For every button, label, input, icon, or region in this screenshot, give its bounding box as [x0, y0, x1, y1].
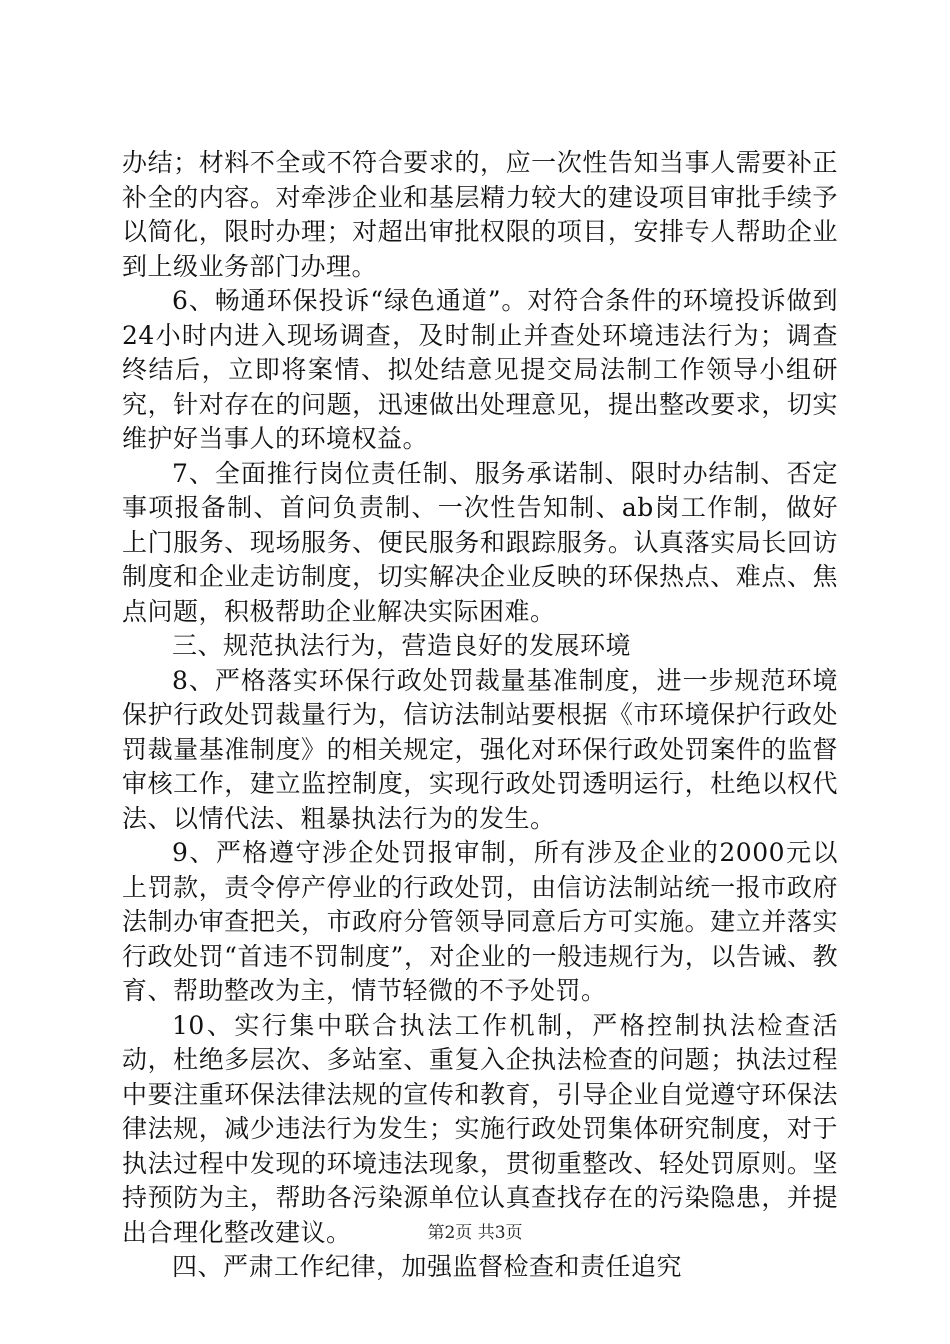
- document-body: [122, 146, 838, 1285]
- section-heading: 四、严肃工作纪律，加强监督检查和责任追究: [172, 1252, 683, 1281]
- section-heading: 三、规范执法行为，营造良好的发展环境: [172, 631, 632, 660]
- paragraph: 7、全面推行岗位责任制、服务承诺制、限时办结制、否定事项报备制、首问负责制、一次性告知制、ab岗工作制，做好上门服务、现场服务、便民服务和跟踪服务。认真落实局长回访制度和企业走访制度，切实解决企业反映的环保热点、难点、焦点问题，积极帮助企业解决实际困难。: [122, 458, 838, 626]
- paragraph: 8、严格落实环保行政处罚裁量基准制度，进一步规范环境保护行政处罚裁量行为，信访法制站要根据《市环境保护行政处罚裁量基准制度》的相关规定，强化对环保行政处罚案件的监督审核工作，建立监控制度，实现行政处罚透明运行，杜绝以权代法、以情代法、粗暴执法行为的发生。: [122, 665, 838, 833]
- paragraph: 6、畅通环保投诉“绿色通道”。对符合条件的环境投诉做到24小时内进入现场调查，及时制止并查处环境违法行为；调查终结后，立即将案情、拟处结意见提交局法制工作领导小组研究，针对存在的问题，迅速做出处理意见，提出整改要求，切实维护好当事人的环境权益。: [122, 286, 838, 453]
- paragraph: 10、实行集中联合执法工作机制，严格控制执法检查活动，杜绝多层次、多站室、重复入企执法检查的问题；执法过程中要注重环保法律法规的宣传和教育，引导企业自觉遵守环保法律法规，减少违法行为发生；实施行政处罚集体研究制度，对于执法过程中发现的环境违法现象，贯彻重整改、轻处罚原则。坚持预防为主，帮助各污染源单位认真查找存在的污染隐患，并提出合理化整改建议。: [122, 1010, 838, 1247]
- paragraph: 9、严格遵守涉企处罚报审制，所有涉及企业的2000元以上罚款，责令停产停业的行政处罚，由信访法制站统一报市政府法制办审查把关，市政府分管领导同意后方可实施。建立并落实行政处罚“首违不罚制度”，对企业的一般违规行为，以告诫、教育、帮助整改为主，情节轻微的不予处罚。: [122, 838, 838, 1005]
- paragraph: 办结；材料不全或不符合要求的，应一次性告知当事人需要补正补全的内容。对牵涉企业和基层精力较大的建设项目审批手续予以简化，限时办理；对超出审批权限的项目，安排专人帮助企业到上级业务部门办理。: [122, 148, 838, 281]
- page-number-footer: 第2页 共3页: [427, 1223, 523, 1243]
